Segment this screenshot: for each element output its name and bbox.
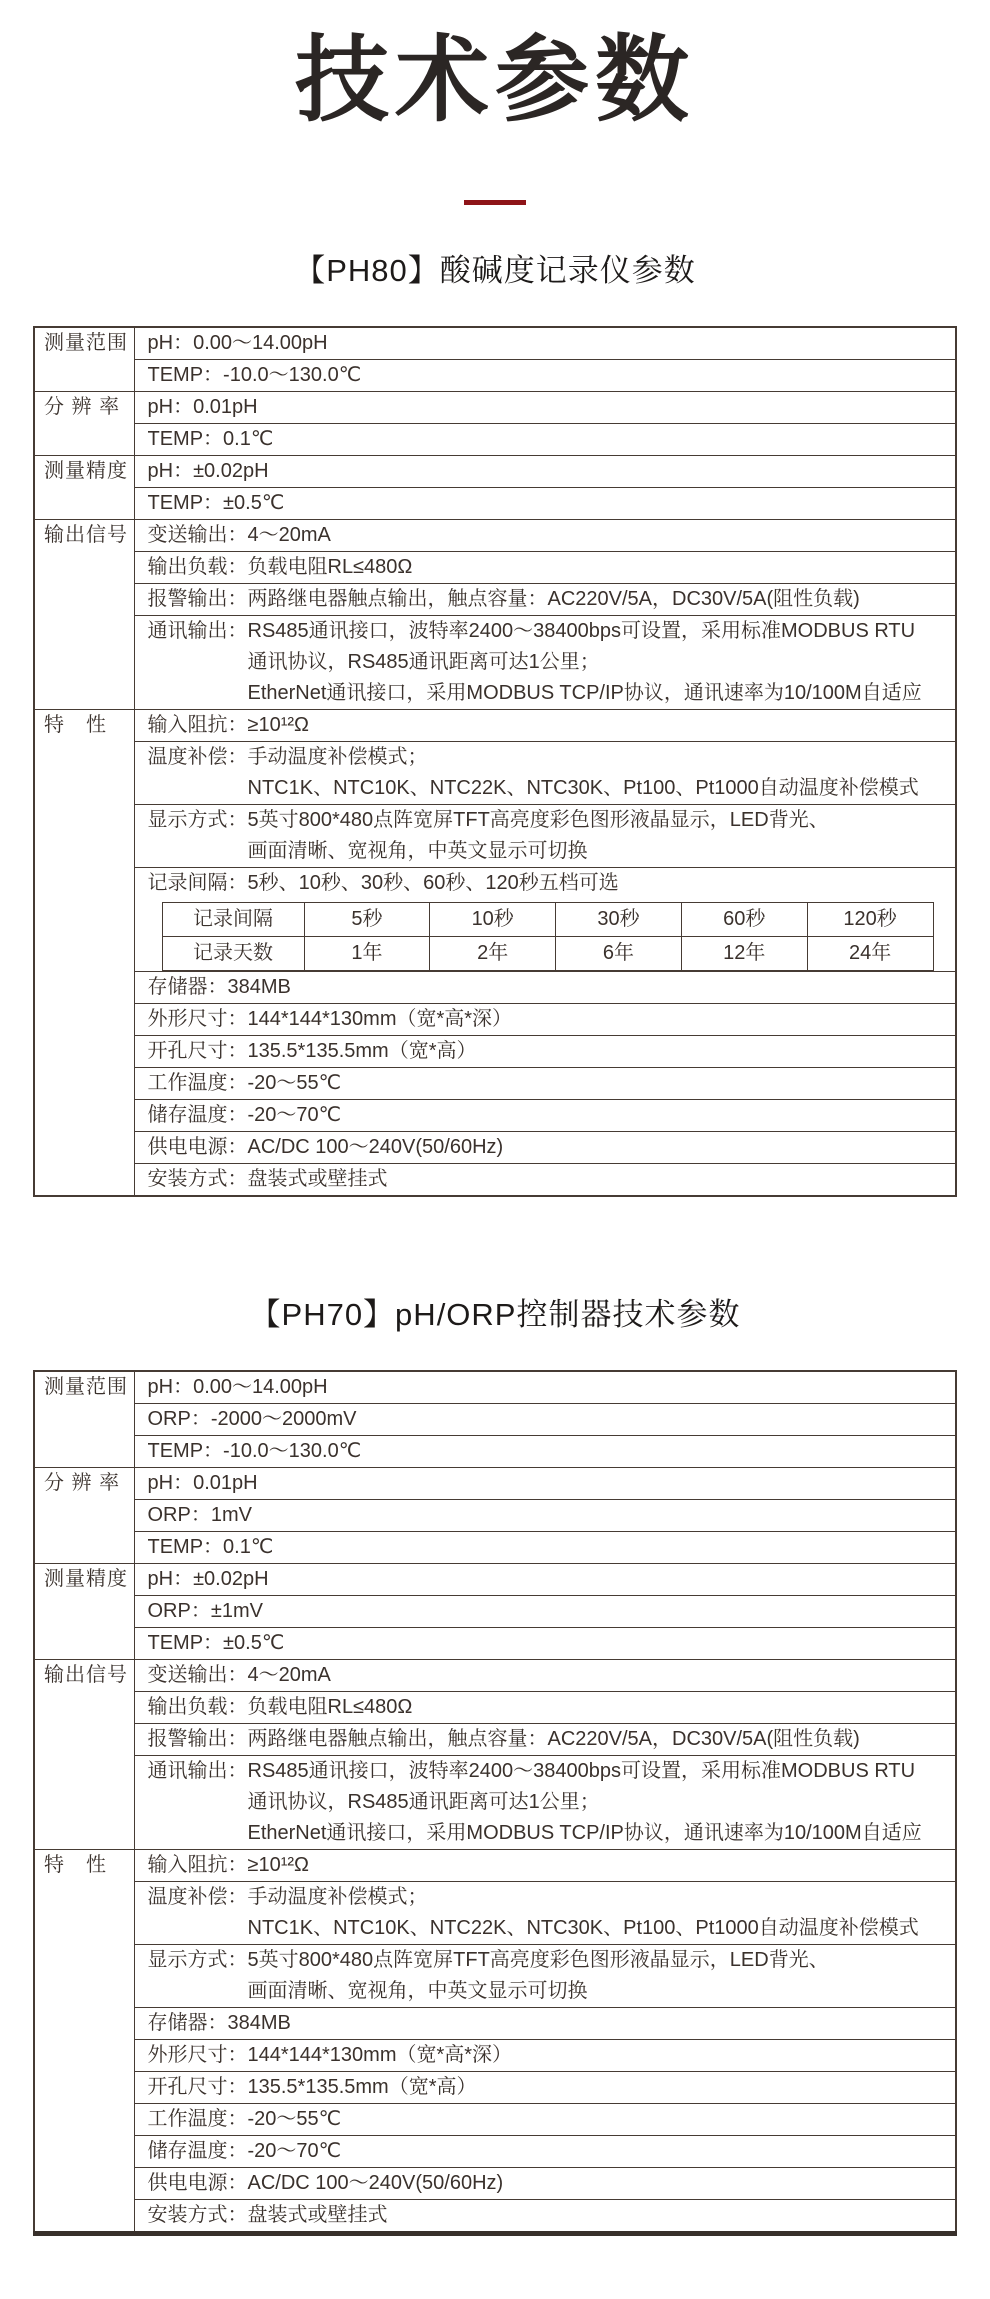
group-label-resolution: 分 辨 率 bbox=[34, 1468, 134, 1564]
table-row bbox=[34, 392, 956, 424]
table-row bbox=[34, 360, 956, 392]
spec-cell: 工作温度：-20～55℃ bbox=[134, 1068, 956, 1100]
spec-cell: TEMP：±0.5℃ bbox=[134, 1628, 956, 1660]
table-row bbox=[34, 710, 956, 742]
title-accent-divider bbox=[464, 200, 526, 205]
record-cell: 记录间隔 bbox=[162, 903, 304, 937]
table-row bbox=[34, 1596, 956, 1628]
table-row bbox=[34, 456, 956, 488]
spec-cell: TEMP：-10.0～130.0℃ bbox=[134, 1436, 956, 1468]
spec-cell: 存储器：384MB bbox=[134, 2008, 956, 2040]
table-row bbox=[34, 1371, 956, 1404]
table-row bbox=[34, 1036, 956, 1068]
spec-cell: pH：±0.02pH bbox=[134, 456, 956, 488]
table-row bbox=[34, 616, 956, 710]
table-row bbox=[34, 2136, 956, 2168]
table-row bbox=[34, 327, 956, 360]
spec-cell: pH：0.01pH bbox=[134, 392, 956, 424]
table-row bbox=[34, 1068, 956, 1100]
group-label-accuracy: 测量精度 bbox=[34, 1564, 134, 1660]
table-row bbox=[34, 1756, 956, 1850]
spec-cell-communication: 通讯输出：RS485通讯接口，波特率2400～38400bps可设置，采用标准MODBUS RTU 通讯协议，RS485通讯距离可达1公里； EtherNet通讯接口，采用MODBUS TCP/IP协议，通讯速率为10/100M自适应 bbox=[134, 616, 956, 710]
group-label-measuring-range: 测量范围 bbox=[34, 327, 134, 392]
table-row bbox=[34, 520, 956, 552]
spec-cell: 外形尺寸：144*144*130mm（宽*高*深） bbox=[134, 2040, 956, 2072]
spec-cell: ORP：±1mV bbox=[134, 1596, 956, 1628]
spec-cell: pH：0.00～14.00pH bbox=[134, 1371, 956, 1404]
table-row bbox=[34, 805, 956, 868]
ph80-heading: 【PH80】酸碱度记录仪参数 bbox=[294, 253, 696, 289]
table-row bbox=[34, 1724, 956, 1756]
table-row bbox=[34, 1468, 956, 1500]
spec-cell-temp-compensation: 温度补偿：手动温度补偿模式； NTC1K、NTC10K、NTC22K、NTC30K、Pt100、Pt1000自动温度补偿模式 bbox=[134, 1882, 956, 1945]
table-row bbox=[34, 552, 956, 584]
record-cell: 5秒 bbox=[304, 903, 430, 937]
page-title: 技术参数 bbox=[294, 27, 695, 132]
record-cell: 60秒 bbox=[681, 903, 807, 937]
table-row bbox=[34, 1100, 956, 1132]
spec-cell: 输出负载：负载电阻RL≤480Ω bbox=[134, 1692, 956, 1724]
spec-cell: 输入阻抗：≥10¹²Ω bbox=[134, 710, 956, 742]
spec-cell: TEMP：0.1℃ bbox=[134, 1532, 956, 1564]
record-cell: 1年 bbox=[304, 937, 430, 971]
table-row bbox=[34, 1945, 956, 2008]
spec-cell: ORP：1mV bbox=[134, 1500, 956, 1532]
record-days-row bbox=[162, 937, 933, 971]
record-cell: 6年 bbox=[556, 937, 682, 971]
table-row bbox=[34, 1564, 956, 1596]
table-row bbox=[34, 972, 956, 1004]
spec-cell: 供电电源：AC/DC 100～240V(50/60Hz) bbox=[134, 1132, 956, 1164]
spec-cell: 安装方式：盘装式或壁挂式 bbox=[134, 1164, 956, 1197]
spec-cell: 变送输出：4～20mA bbox=[134, 520, 956, 552]
spec-cell: 报警输出：两路继电器触点输出，触点容量：AC220V/5A，DC30V/5A(阻性负载) bbox=[134, 1724, 956, 1756]
spec-cell-temp-compensation: 温度补偿：手动温度补偿模式； NTC1K、NTC10K、NTC22K、NTC30K、Pt100、Pt1000自动温度补偿模式 bbox=[134, 742, 956, 805]
spec-cell: 输出负载：负载电阻RL≤480Ω bbox=[134, 552, 956, 584]
table-row bbox=[34, 742, 956, 805]
table-row bbox=[34, 1500, 956, 1532]
table-row bbox=[34, 2008, 956, 2040]
table-row bbox=[34, 1660, 956, 1692]
table-row bbox=[34, 1404, 956, 1436]
record-cell: 30秒 bbox=[556, 903, 682, 937]
record-interval-row bbox=[162, 903, 933, 937]
spec-cell: 工作温度：-20～55℃ bbox=[134, 2104, 956, 2136]
ph70-heading: 【PH70】pH/ORP控制器技术参数 bbox=[249, 1297, 741, 1333]
spec-cell-record-interval: 记录间隔：5秒、10秒、30秒、60秒、120秒五档可选 记录间隔 5秒 10秒 30秒 60秒 120秒 记录天数 1年 2年 6年 12年 24年 bbox=[134, 868, 956, 972]
spec-cell-display: 显示方式：5英寸800*480点阵宽屏TFT高亮度彩色图形液晶显示，LED背光、 画面清晰、宽视角，中英文显示可切换 bbox=[134, 805, 956, 868]
group-label-resolution: 分 辨 率 bbox=[34, 392, 134, 456]
spec-cell-display: 显示方式：5英寸800*480点阵宽屏TFT高亮度彩色图形液晶显示，LED背光、 画面清晰、宽视角，中英文显示可切换 bbox=[134, 1945, 956, 2008]
spec-cell-communication: 通讯输出：RS485通讯接口，波特率2400～38400bps可设置，采用标准MODBUS RTU 通讯协议，RS485通讯距离可达1公里； EtherNet通讯接口，采用MODBUS TCP/IP协议，通讯速率为10/100M自适应 bbox=[134, 1756, 956, 1850]
spec-cell: 变送输出：4～20mA bbox=[134, 1660, 956, 1692]
table-row bbox=[34, 2040, 956, 2072]
record-cell: 120秒 bbox=[807, 903, 933, 937]
table-row bbox=[34, 2200, 956, 2234]
ph70-spec-table bbox=[33, 1370, 957, 2236]
table-row bbox=[34, 2168, 956, 2200]
group-label-features: 特 性 bbox=[34, 1850, 134, 2234]
spec-cell: pH：±0.02pH bbox=[134, 1564, 956, 1596]
spec-cell: TEMP：0.1℃ bbox=[134, 424, 956, 456]
record-cell: 12年 bbox=[681, 937, 807, 971]
record-cell: 10秒 bbox=[430, 903, 556, 937]
spec-cell: 开孔尺寸：135.5*135.5mm（宽*高） bbox=[134, 1036, 956, 1068]
ph80-spec-table bbox=[33, 326, 957, 1197]
table-row bbox=[34, 1628, 956, 1660]
group-label-output-signal: 输出信号 bbox=[34, 520, 134, 710]
record-interval-table bbox=[162, 902, 934, 971]
spec-cell: pH：0.00～14.00pH bbox=[134, 327, 956, 360]
table-row bbox=[34, 1850, 956, 1882]
record-cell: 记录天数 bbox=[162, 937, 304, 971]
table-row bbox=[34, 488, 956, 520]
table-row bbox=[34, 868, 956, 972]
table-row bbox=[34, 2072, 956, 2104]
table-row bbox=[34, 584, 956, 616]
spec-cell: 安装方式：盘装式或壁挂式 bbox=[134, 2200, 956, 2234]
spec-cell: TEMP：±0.5℃ bbox=[134, 488, 956, 520]
group-label-output-signal: 输出信号 bbox=[34, 1660, 134, 1850]
group-label-features: 特 性 bbox=[34, 710, 134, 1197]
table-row bbox=[34, 424, 956, 456]
table-row bbox=[34, 2104, 956, 2136]
table-row bbox=[34, 1004, 956, 1036]
table-row bbox=[34, 1532, 956, 1564]
spec-cell: 外形尺寸：144*144*130mm（宽*高*深） bbox=[134, 1004, 956, 1036]
spec-cell: ORP：-2000～2000mV bbox=[134, 1404, 956, 1436]
spec-cell: 报警输出：两路继电器触点输出，触点容量：AC220V/5A，DC30V/5A(阻性负载) bbox=[134, 584, 956, 616]
spec-cell: pH：0.01pH bbox=[134, 1468, 956, 1500]
group-label-accuracy: 测量精度 bbox=[34, 456, 134, 520]
group-label-measuring-range: 测量范围 bbox=[34, 1371, 134, 1468]
table-row bbox=[34, 1164, 956, 1197]
spec-cell: 供电电源：AC/DC 100～240V(50/60Hz) bbox=[134, 2168, 956, 2200]
spec-cell: TEMP：-10.0～130.0℃ bbox=[134, 360, 956, 392]
table-row bbox=[34, 1882, 956, 1945]
spec-cell: 存储器：384MB bbox=[134, 972, 956, 1004]
record-cell: 24年 bbox=[807, 937, 933, 971]
spec-cell: 储存温度：-20～70℃ bbox=[134, 1100, 956, 1132]
spec-cell: 储存温度：-20～70℃ bbox=[134, 2136, 956, 2168]
table-row bbox=[34, 1692, 956, 1724]
table-row bbox=[34, 1436, 956, 1468]
spec-cell: 输入阻抗：≥10¹²Ω bbox=[134, 1850, 956, 1882]
table-row bbox=[34, 1132, 956, 1164]
record-cell: 2年 bbox=[430, 937, 556, 971]
spec-cell: 开孔尺寸：135.5*135.5mm（宽*高） bbox=[134, 2072, 956, 2104]
